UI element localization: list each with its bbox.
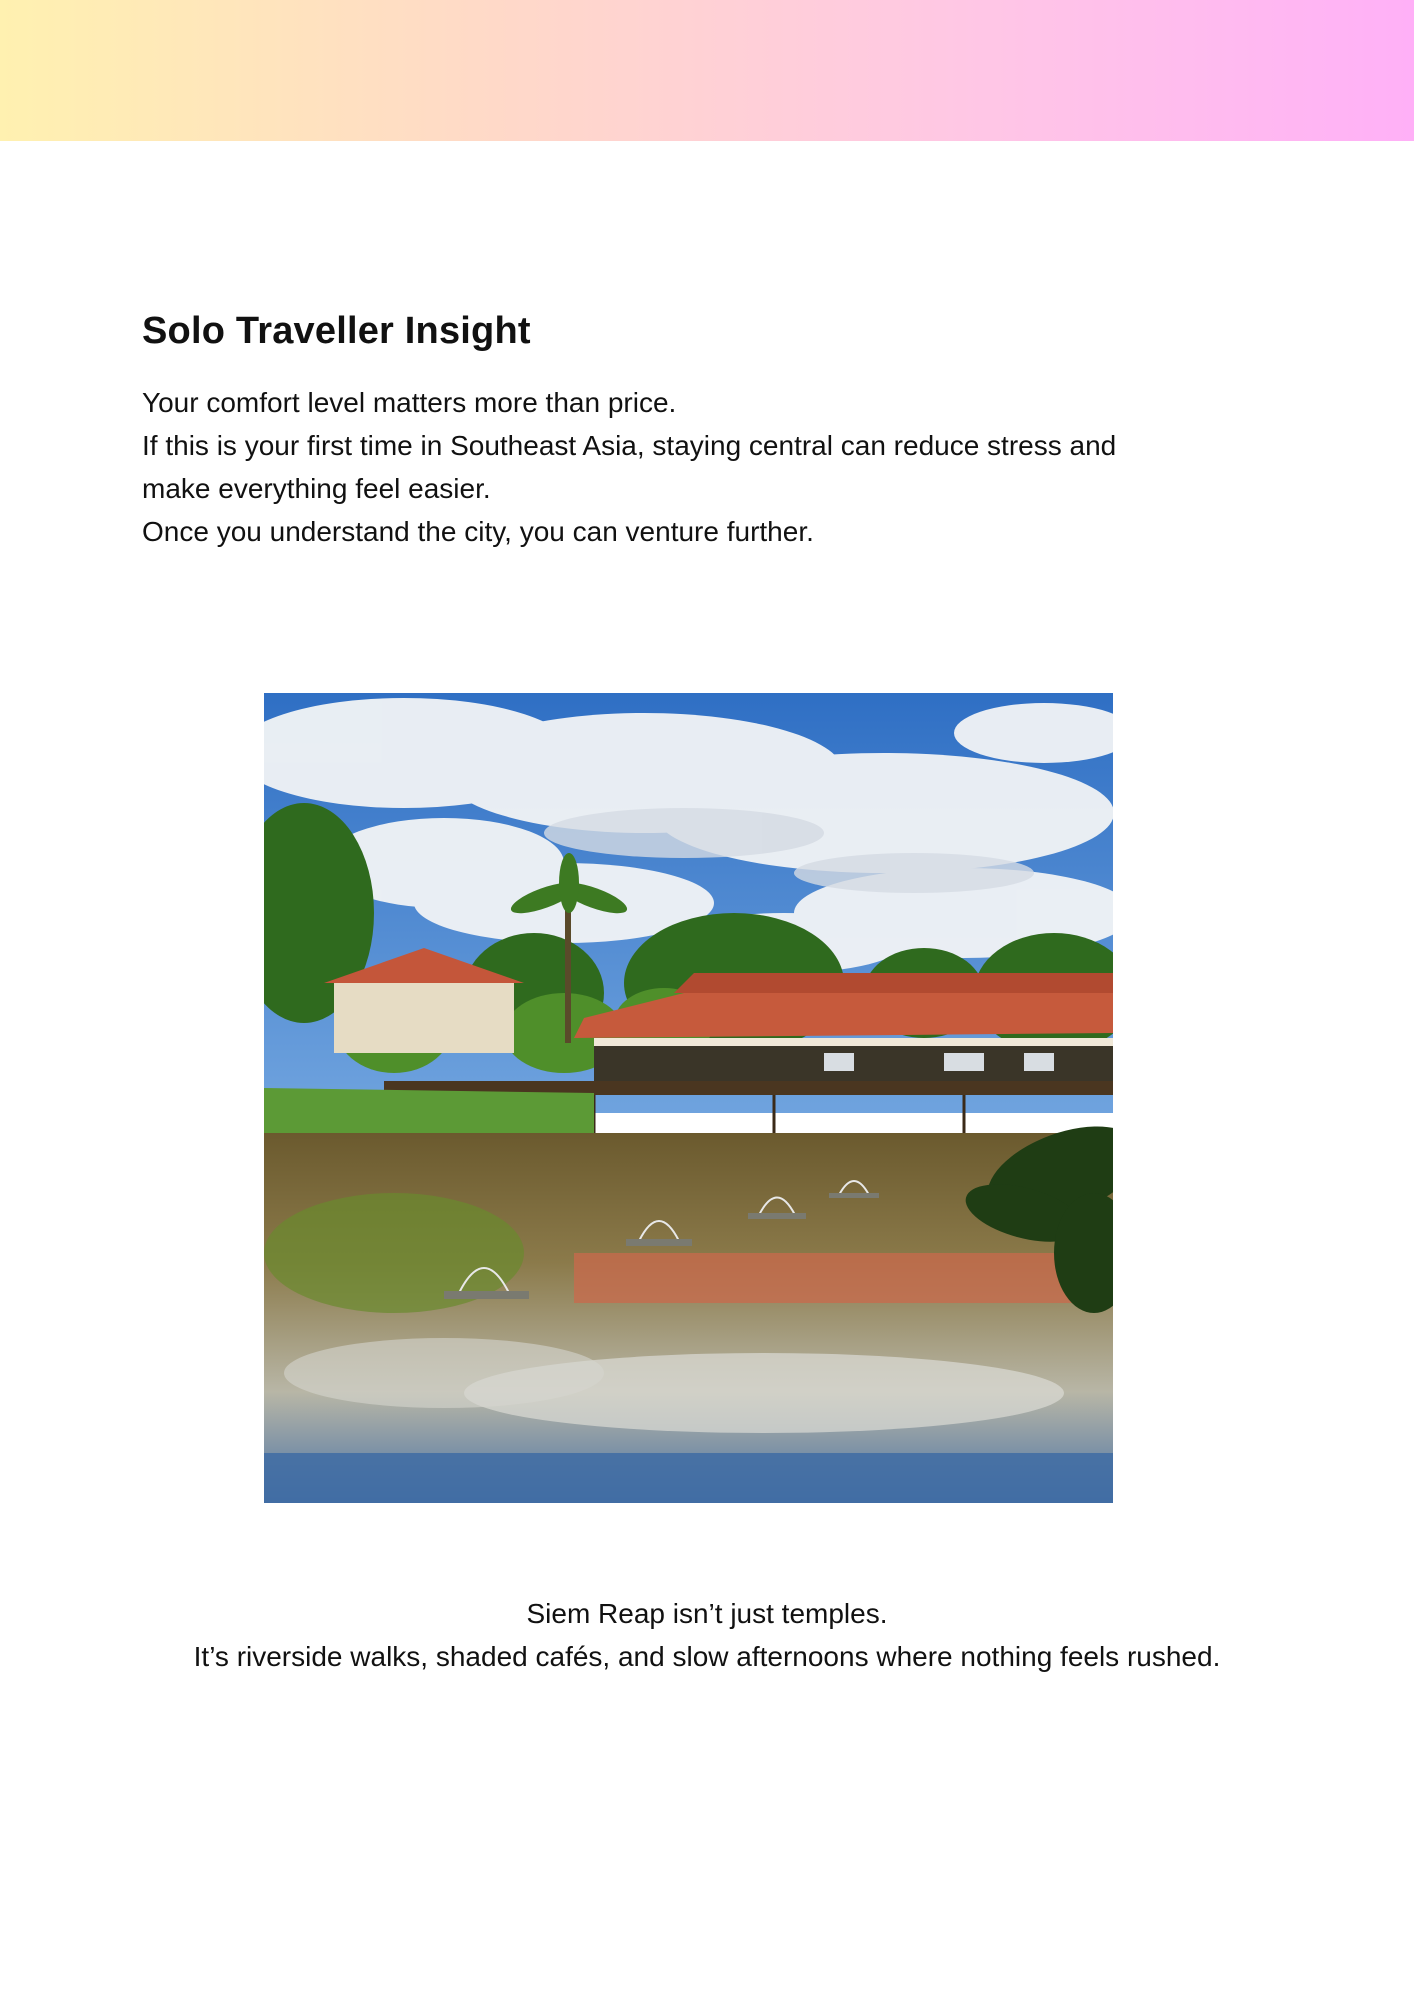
photo-caption	[100, 1592, 1314, 1678]
caption-line: Siem Reap isn’t just temples.	[526, 1598, 888, 1629]
photo-illustration	[264, 693, 1113, 1503]
insight-line: Once you understand the city, you can venture further.	[142, 516, 814, 547]
insight-line: Your comfort level matters more than price.	[142, 387, 677, 418]
section-heading: Solo Traveller Insight	[142, 310, 531, 352]
insight-line: make everything feel easier.	[142, 473, 491, 504]
insight-section	[142, 305, 1272, 553]
insight-line: If this is your first time in Southeast Asia, staying central can reduce stress and	[142, 430, 1117, 461]
caption-line: It’s riverside walks, shaded cafés, and slow afternoons where nothing feels rushed.	[193, 1641, 1221, 1672]
decorative-gradient-band	[0, 0, 1414, 141]
insight-paragraph	[142, 381, 1272, 553]
riverside-bridge-photo	[264, 693, 1113, 1503]
